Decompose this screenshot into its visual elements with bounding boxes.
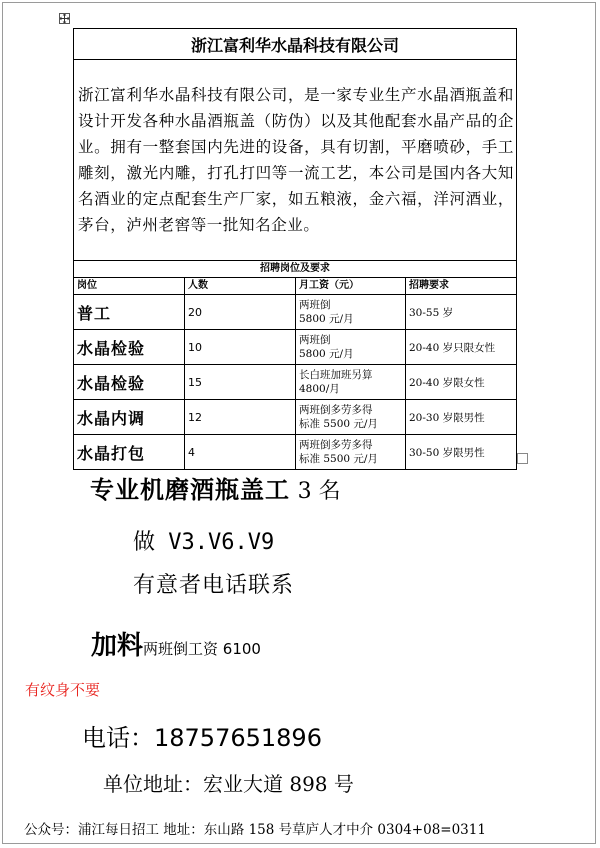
cell-salary — [296, 365, 406, 400]
salary-line1: 两班倒多劳多得 — [299, 404, 373, 416]
special-job-count: 3 名 — [297, 479, 341, 504]
cell-salary — [296, 330, 406, 365]
table-resize-handle[interactable] — [517, 453, 528, 464]
cell-count: 4 — [185, 435, 296, 470]
company-intro: 浙江富利华水晶科技有限公司，是一家专业生产水晶酒瓶盖和设计开发各种水晶酒瓶盖（防伪）以及其他配套水晶产品的企业。拥有一整套国内先进的设备，具有切割，平磨喷砂，手工雕刻，激光内雕，打孔打凹等一流工艺，本公司是国内各大知名酒业的定点配套生产厂家，如五粮液，金六福，洋河酒业，茅台，泸州老窖等一批知名企业。 — [74, 60, 517, 261]
salary-line2: 5800 元/月 — [299, 313, 354, 325]
special-job-title: 专业机磨酒瓶盖工 — [90, 476, 290, 504]
bonus-label: 加料 — [91, 631, 144, 661]
salary-line2: 标准 5500 元/月 — [299, 453, 378, 465]
table-section-title: 招聘岗位及要求 — [74, 261, 517, 278]
bonus-detail: 两班倒工资 6100 — [143, 640, 261, 658]
recruitment-table — [73, 28, 516, 470]
cell-position: 水晶打包 — [74, 435, 185, 470]
cell-count: 15 — [185, 365, 296, 400]
salary-line1: 两班倒多劳多得 — [299, 439, 373, 451]
cell-position: 水晶检验 — [74, 365, 185, 400]
salary-line1: 两班倒 — [299, 299, 331, 311]
table-header-row — [74, 278, 517, 295]
table-row — [74, 400, 517, 435]
cell-count: 12 — [185, 400, 296, 435]
footer-info: 公众号：浦江每日招工 地址：东山路 158 号草庐人才中介 0304+08=0311 — [24, 822, 486, 838]
salary-line2: 4800/月 — [299, 383, 340, 395]
cell-salary — [296, 435, 406, 470]
special-job-line — [90, 470, 341, 505]
cell-salary — [296, 400, 406, 435]
cell-salary — [296, 295, 406, 330]
header-requirement: 招聘要求 — [406, 278, 517, 295]
cell-position: 水晶检验 — [74, 330, 185, 365]
header-position: 岗位 — [74, 278, 185, 295]
cell-count: 10 — [185, 330, 296, 365]
salary-line2: 标准 5500 元/月 — [299, 418, 378, 430]
tattoo-warning: 有纹身不要 — [25, 681, 101, 699]
header-salary: 月工资（元） — [296, 278, 406, 295]
table-row — [74, 435, 517, 470]
salary-line2: 5800 元/月 — [299, 348, 354, 360]
product-models: 做 V3.V6.V9 — [133, 530, 275, 555]
company-address: 单位地址：宏业大道 898 号 — [103, 772, 354, 796]
contact-note: 有意者电话联系 — [133, 573, 295, 598]
table-move-handle-icon[interactable] — [59, 13, 70, 24]
cell-requirement: 20-40 岁限女性 — [406, 365, 517, 400]
cell-requirement: 20-40 岁只限女性 — [406, 330, 517, 365]
header-count: 人数 — [185, 278, 296, 295]
phone-number: 电话：18757651896 — [82, 724, 322, 752]
company-name: 浙江富利华水晶科技有限公司 — [74, 29, 517, 60]
cell-position: 普工 — [74, 295, 185, 330]
table-row — [74, 295, 517, 330]
cell-requirement: 30-55 岁 — [406, 295, 517, 330]
cell-count: 20 — [185, 295, 296, 330]
bonus-line — [91, 625, 261, 662]
salary-line1: 长白班加班另算 — [299, 369, 373, 381]
cell-position: 水晶内调 — [74, 400, 185, 435]
table-row — [74, 330, 517, 365]
salary-line1: 两班倒 — [299, 334, 331, 346]
table-row — [74, 365, 517, 400]
cell-requirement: 20-30 岁限男性 — [406, 400, 517, 435]
cell-requirement: 30-50 岁限男性 — [406, 435, 517, 470]
